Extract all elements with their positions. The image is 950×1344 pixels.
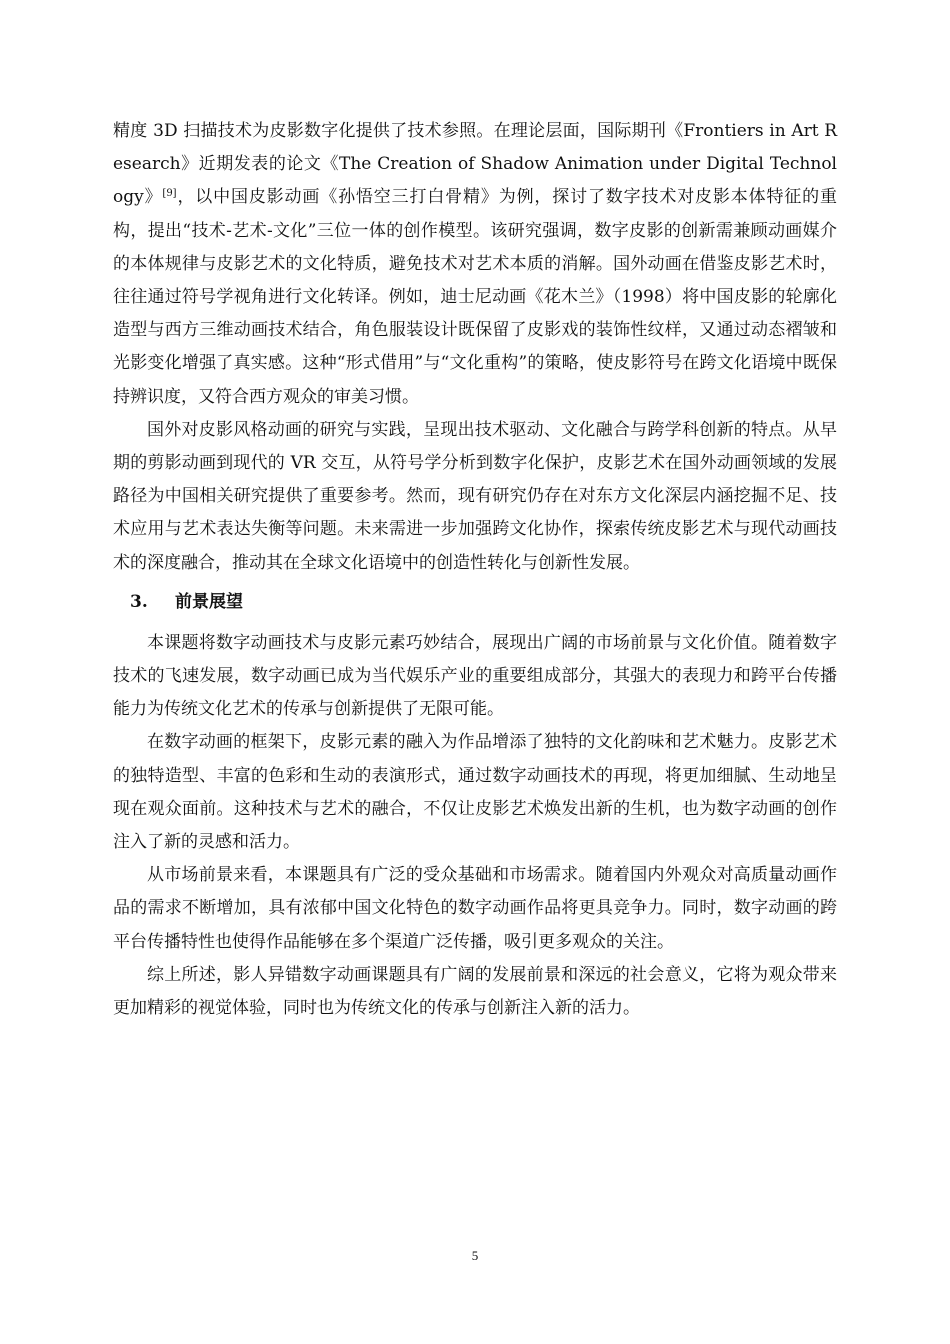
body-paragraph: 从市场前景来看，本课题具有广泛的受众基础和市场需求。随着国内外观众对高质量动画作品的需求不断增加，具有浓郁中国文化特色的数字动画作品将更具竞争力。同时，数字动画的跨平台传播特性也使得作品能够在多个渠道广泛传播，吸引更多观众的关注。 [113, 865, 837, 952]
section-number: 3. [130, 591, 148, 612]
body-paragraph: 综上所述，影人异错数字动画课题具有广阔的发展前景和深远的社会意义，它将为观众带来更加精彩的视觉体验，同时也为传统文化的传承与创新注入新的活力。 [113, 964, 837, 1019]
paragraph-text: ，以中国皮影动画《孙悟空三打白骨精》为例，探讨了数字技术对皮影本体特征的重构，提出“技术-艺术-文化”三位一体的创作模型。该研究强调，数字皮影的创新需兼顾动画媒介的本体规律与皮影艺术的文化特质，避免技术对艺术本质的消解。国外动画在借鉴皮影艺术时，往往通过符号学视角进行文化转译。例如，迪士尼动画《花木兰》（1998）将中国皮影的轮廓化造型与西方三维动画技术结合，角色服装设计既保留了皮影戏的装饰性纹样，又通过动态褶皱和光影变化增强了真实感。这种“形式借用”与“文化重构”的策略，使皮影符号在跨文化语境中既保持辨识度，又符合西方观众的审美习惯。 [113, 187, 837, 407]
body-paragraph-continued [113, 115, 837, 414]
document-page [113, 115, 837, 1025]
section-heading [113, 586, 837, 619]
section-title: 前景展望 [175, 591, 243, 612]
paragraph-text: 精度 3D 扫描技术为皮影数字化提供了技术参照。在理论层面，国际期刊《Frontiers in Art Research》近期发表的论文《The Creation of Shadow Animation under Digital Technology》 [113, 121, 837, 208]
body-paragraph: 在数字动画的框架下，皮影元素的融入为作品增添了独特的文化韵味和艺术魅力。皮影艺术的独特造型、丰富的色彩和生动的表演形式，通过数字动画技术的再现，将更加细腻、生动地呈现在观众面前。这种技术与艺术的融合，不仅让皮影艺术焕发出新的生机，也为数字动画的创作注入了新的灵感和活力。 [113, 732, 837, 853]
body-paragraph: 国外对皮影风格动画的研究与实践，呈现出技术驱动、文化融合与跨学科创新的特点。从早期的剪影动画到现代的 VR 交互，从符号学分析到数字化保护，皮影艺术在国外动画领域的发展路径为中国相关研究提供了重要参考。然而，现有研究仍存在对东方文化深层内涵挖掘不足、技术应用与艺术表达失衡等问题。未来需进一步加强跨文化协作，探索传统皮影艺术与现代动画技术的深度融合，推动其在全球文化语境中的创造性转化与创新性发展。 [113, 419, 837, 573]
body-paragraph: 本课题将数字动画技术与皮影元素巧妙结合，展现出广阔的市场前景与文化价值。随着数字技术的飞速发展，数字动画已成为当代娱乐产业的重要组成部分，其强大的表现力和跨平台传播能力为传统文化艺术的传承与创新提供了无限可能。 [113, 632, 837, 720]
page-number: 5 [471, 1248, 479, 1263]
citation-superscript: [9] [162, 188, 177, 200]
